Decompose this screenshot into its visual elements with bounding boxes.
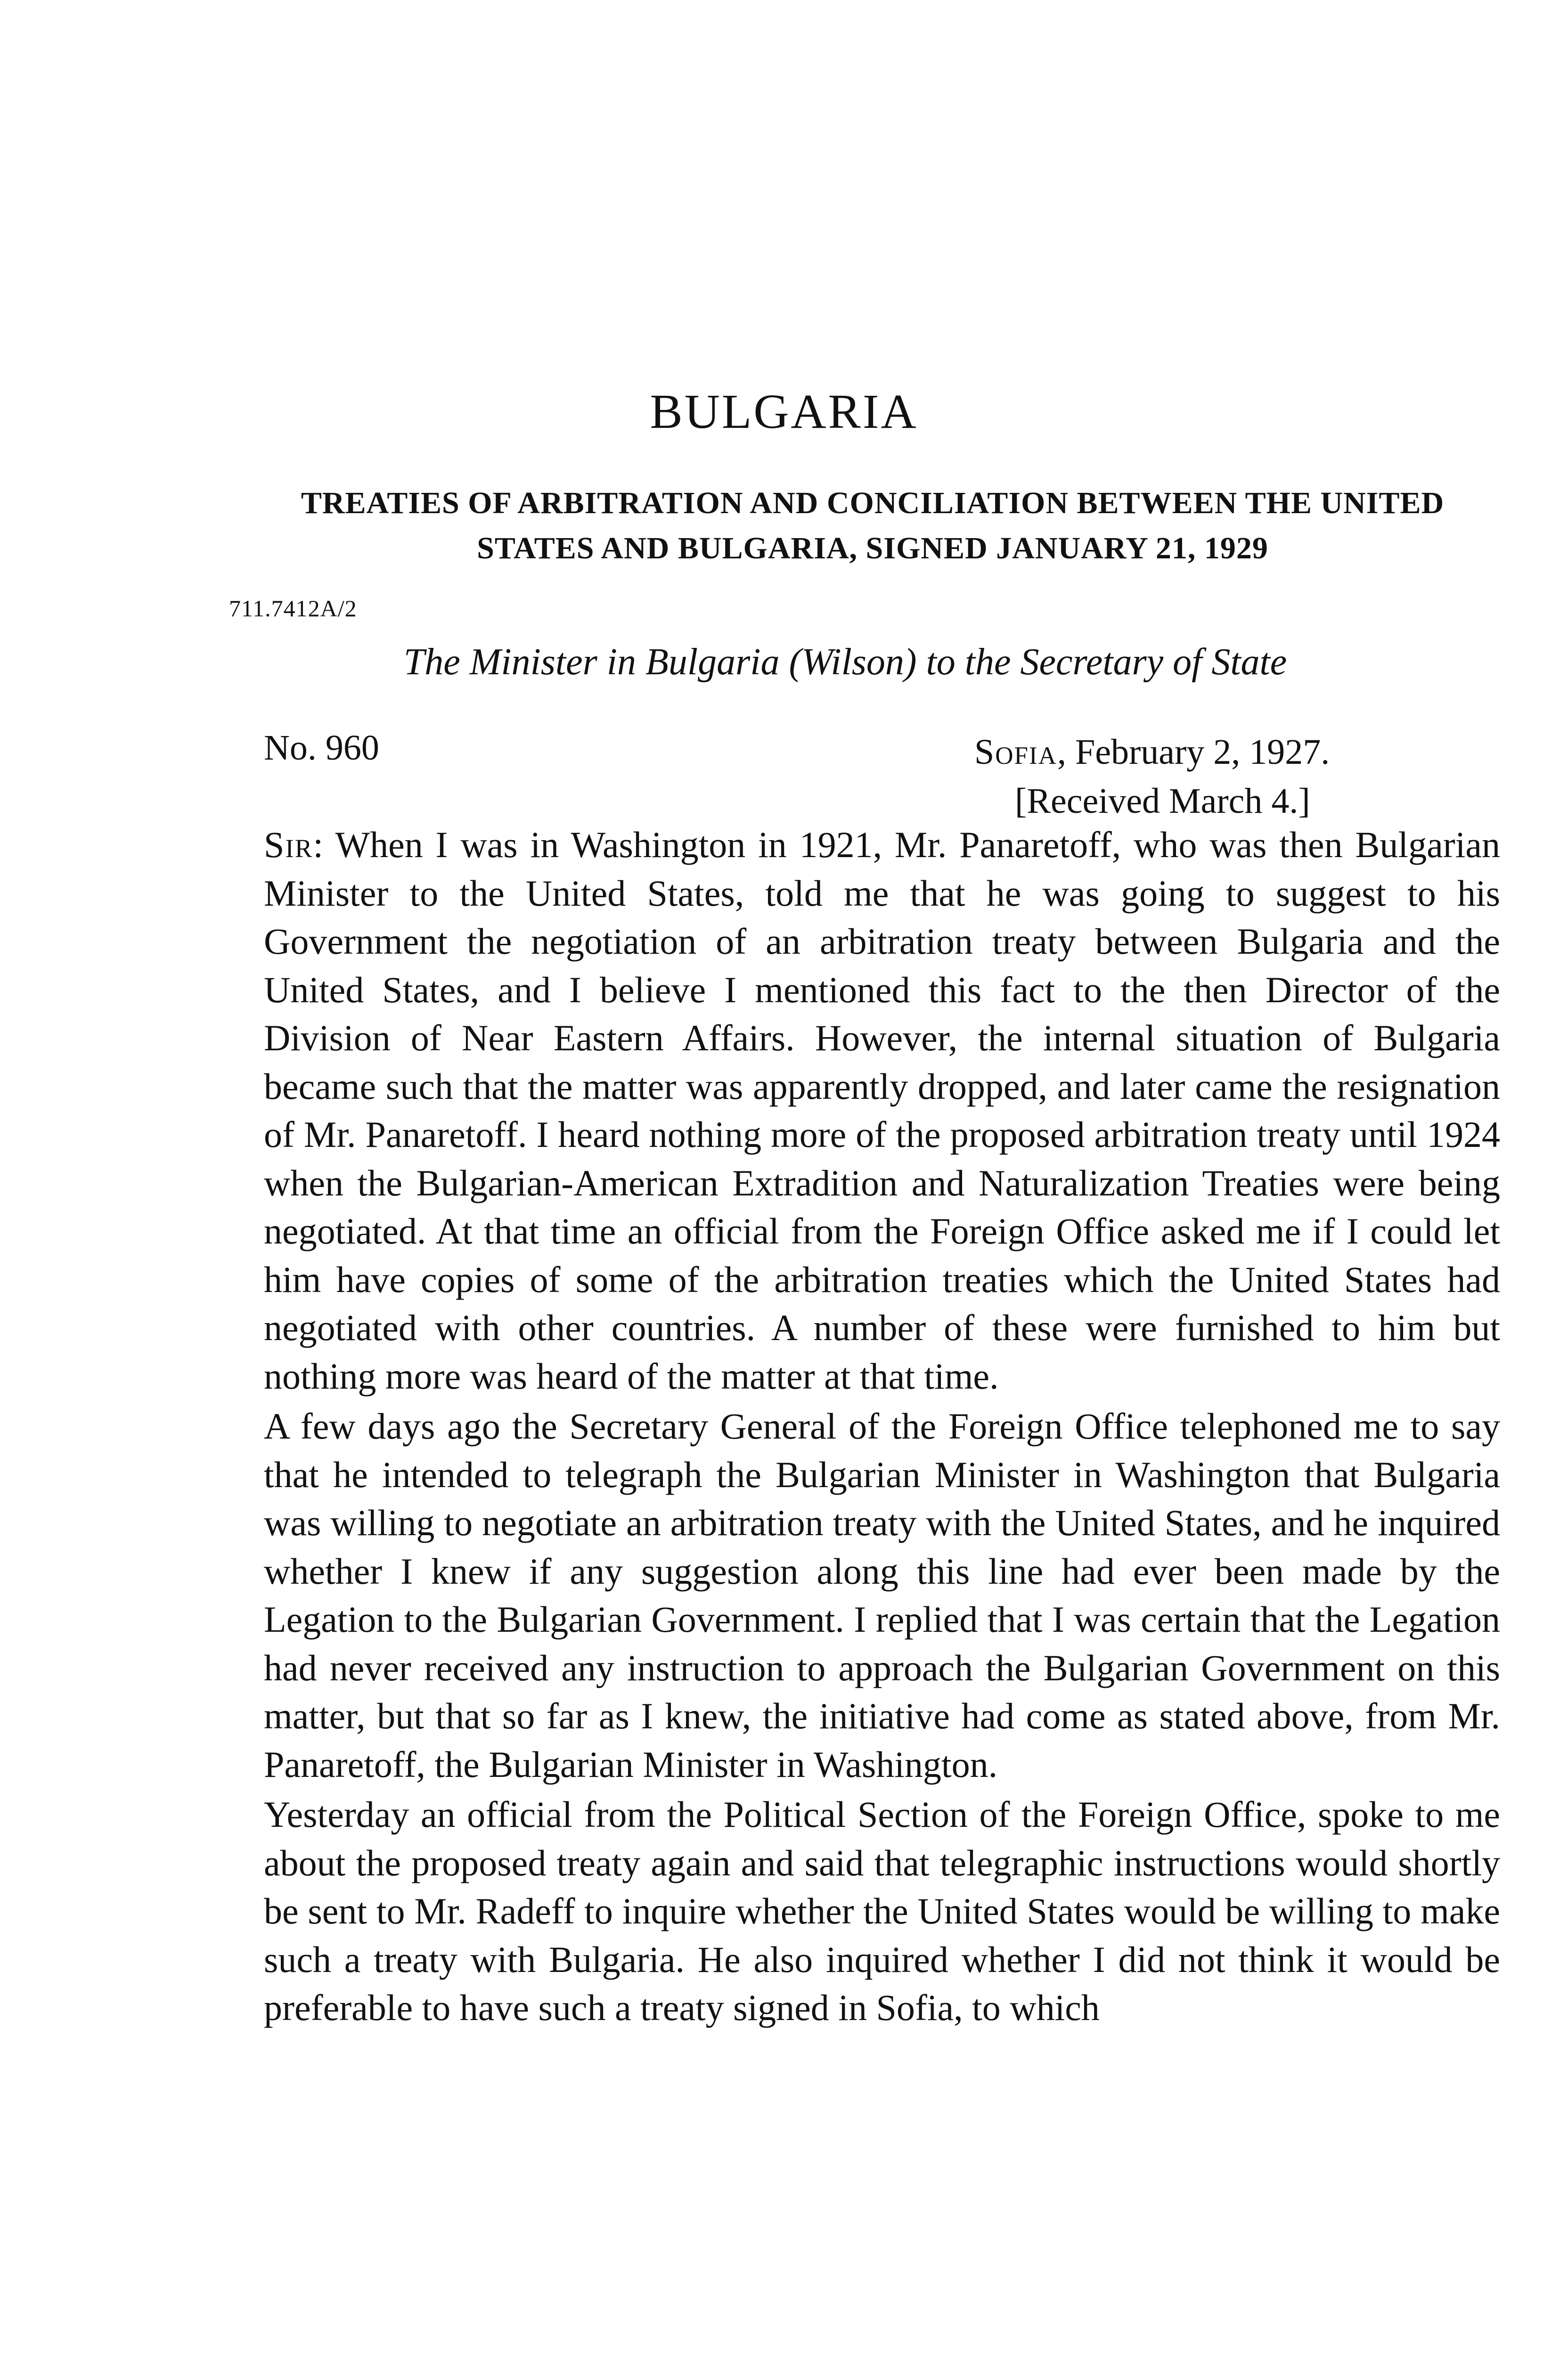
dateline-received: [Received March 4.] bbox=[1015, 781, 1310, 821]
despatch-number: No. 960 bbox=[264, 728, 379, 768]
dateline-date: , February 2, 1927. bbox=[1057, 732, 1330, 772]
document-heading: The Minister in Bulgaria (Wilson) to the Secretary of State bbox=[403, 641, 1287, 683]
dateline-place: Sofia bbox=[974, 732, 1057, 772]
paragraph-1 bbox=[264, 821, 1500, 1400]
paragraph-2: A few days ago the Secretary General of the Foreign Office telephoned me to say that he intended to telegraph the Bulgarian Minister in Washington that Bulgaria was willing to negotiate an arbitration treaty with the United States, and he inquired whether I knew if any suggestion along this line had ever been made by the Legation to the Bulgarian Government. I replied that I was certain that the Legation had never received any instruction to approach the Bulgarian Government on this matter, but that so far as I knew, the initiative had come as stated above, from Mr. Panaretoff, the Bulgarian Minister in Washington. bbox=[264, 1406, 1500, 1785]
paragraph-1-text: : When I was in Washington in 1921, Mr. Panaretoff, who was then Bulgarian Minister to the United States, told me that he was going to suggest to his Government the negotiation of an arbitration treaty between Bulgaria and the United States, and I believe I mentioned this fact to the then Director of the Division of Near Eastern Affairs. However, the internal situation of Bulgaria became such that the matter was apparently dropped, and later came the resignation of Mr. Panaretoff. I heard nothing more of the proposed arbitration treaty until 1924 when the Bulgarian-American Extradition and Naturalization Treaties were being negotiated. At that time an official from the Foreign Office asked me if I could let him have copies of some of the arbitration treaties which the United States had negotiated with other countries. A number of these were furnished to him but nothing more was heard of the matter at that time. bbox=[264, 824, 1500, 1397]
file-number: 711.7412A/2 bbox=[229, 595, 357, 622]
paragraph-3: Yesterday an official from the Political Section of the Foreign Office, spoke to me about the proposed treaty again and said that telegraphic instructions would shortly be sent to Mr. Radeff to inquire whether the United States would be willing to make such a treaty with Bulgaria. He also inquired whether I did not think it would be preferable to have such a treaty signed in Sofia, to which bbox=[264, 1794, 1500, 2028]
salutation: Sir bbox=[264, 824, 313, 865]
letter-body bbox=[264, 821, 1500, 2032]
dateline-sent bbox=[974, 728, 1497, 777]
country-title: BULGARIA bbox=[650, 384, 918, 439]
dateline bbox=[974, 728, 1497, 826]
section-subtitle: TREATIES OF ARBITRATION AND CONCILIATION BETWEEN THE UNITED STATES AND BULGARIA, SIGNED JANUARY 21, 1929 bbox=[301, 486, 1445, 565]
